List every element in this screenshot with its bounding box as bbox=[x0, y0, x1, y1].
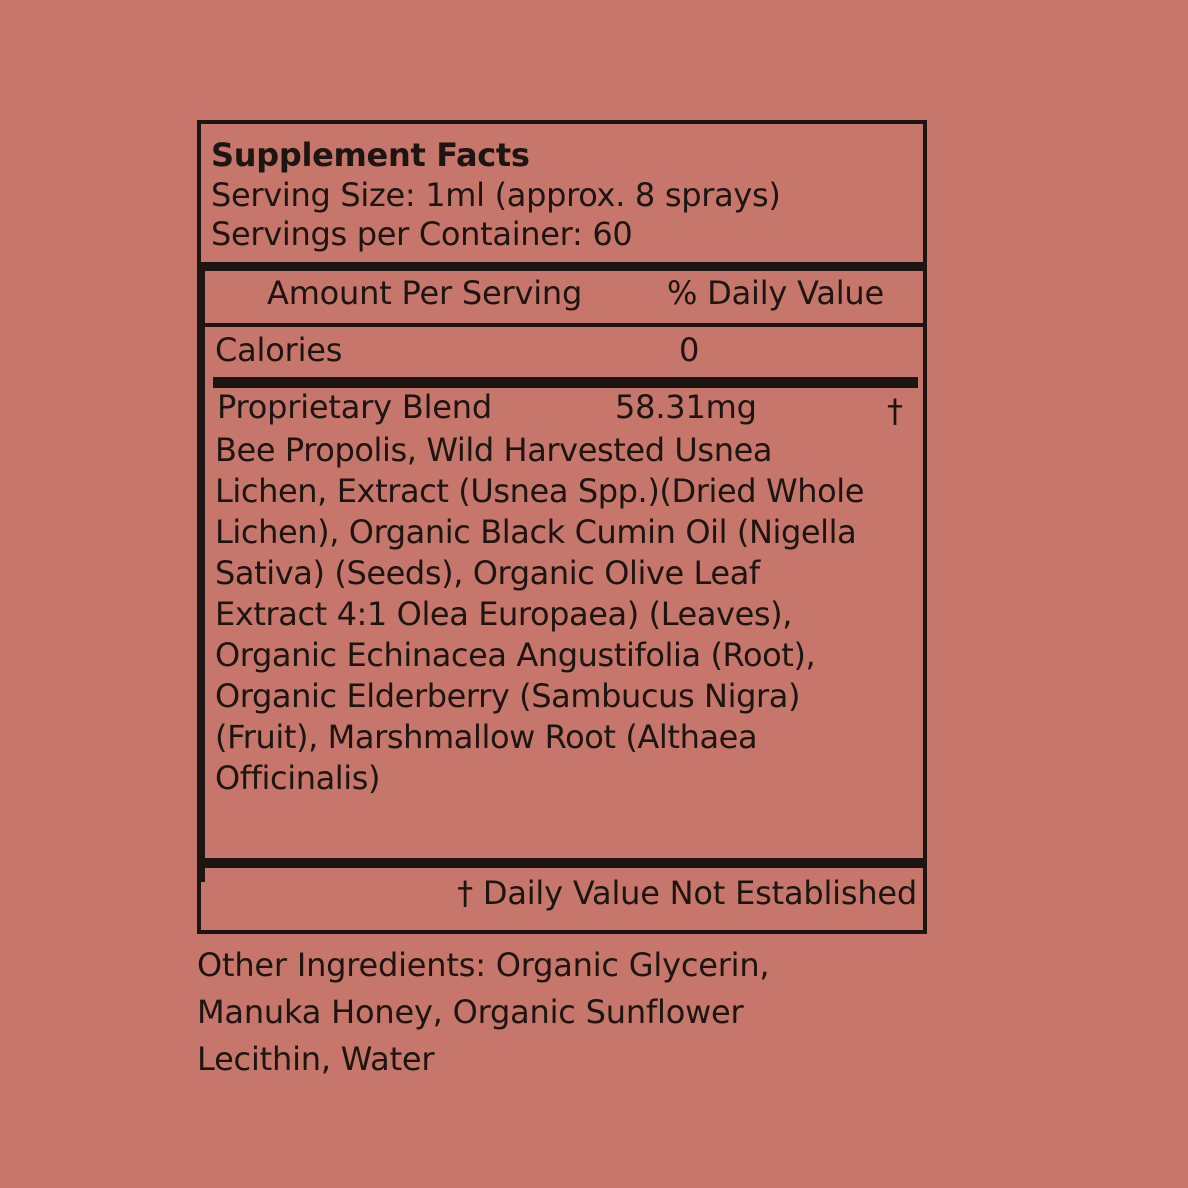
calories-value: 0 bbox=[679, 331, 700, 369]
amount-per-serving-header: Amount Per Serving bbox=[267, 274, 583, 312]
other-ingredients: Other Ingredients: Organic Glycerin, Manuka Honey, Organic Sunflower Lecithin, Water bbox=[197, 946, 770, 1078]
inner-left-border bbox=[201, 262, 205, 882]
thin-divider-header bbox=[201, 323, 923, 327]
daily-value-header: % Daily Value bbox=[667, 274, 884, 312]
footnote: † Daily Value Not Established bbox=[457, 874, 917, 912]
thick-divider-calories bbox=[213, 377, 918, 388]
blend-label: Proprietary Blend bbox=[217, 388, 492, 426]
blend-dagger: † bbox=[887, 392, 903, 430]
thick-divider-top bbox=[201, 262, 923, 271]
calories-label: Calories bbox=[215, 331, 343, 369]
blend-amount: 58.31mg bbox=[615, 388, 757, 426]
serving-size: Serving Size: 1ml (approx. 8 sprays) bbox=[211, 176, 781, 214]
blend-ingredients: Bee Propolis, Wild Harvested Usnea Lichen, Extract (Usnea Spp.)(Dried Whole Lichen), Organic Black Cumin Oil (Nigella Sativa) (Seeds), Organic Olive Leaf Extract 4:1 Olea Europaea) (Leaves), Organic Echinacea Angustifolia (Root), Organic Elderberry (Sambucus Nigra) (Fruit), Marshmallow Root (Althaea Officinalis) bbox=[215, 431, 865, 797]
thick-divider-footnote bbox=[201, 858, 923, 868]
panel-title: Supplement Facts bbox=[211, 136, 530, 174]
supplement-facts-panel bbox=[197, 120, 927, 934]
servings-per-container: Servings per Container: 60 bbox=[211, 215, 633, 253]
